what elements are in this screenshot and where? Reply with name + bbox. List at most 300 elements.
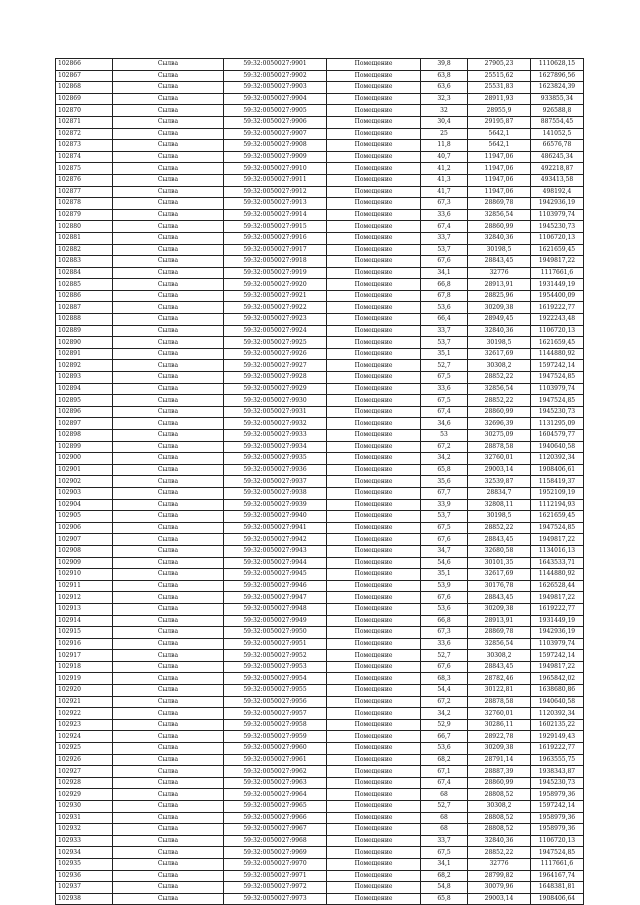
cadastral-price-per-unit-cell: 32856,54 — [468, 638, 531, 650]
cadastral-number-cell: 59:32:0050027:9937 — [224, 476, 327, 488]
cadastral-number-cell: 59:32:0050027:9916 — [224, 232, 327, 244]
cadastral-price-per-unit-cell: 28791,14 — [468, 754, 531, 766]
table-row — [56, 314, 584, 326]
cadastral-price-per-unit-cell: 28782,46 — [468, 673, 531, 685]
row-number-cell: 102921 — [56, 696, 113, 708]
cadastral-value-cell: 1621659,45 — [531, 511, 584, 523]
row-number-cell: 102886 — [56, 290, 113, 302]
cadastral-price-per-unit-cell: 25515,62 — [468, 70, 531, 82]
row-number-cell: 102881 — [56, 232, 113, 244]
row-number-cell: 102873 — [56, 140, 113, 152]
cadastral-value-cell: 1942936,19 — [531, 627, 584, 639]
object-type-cell: Помещение — [327, 673, 421, 685]
object-type-cell: Помещение — [327, 824, 421, 836]
cadastral-value-cell: 1643533,71 — [531, 557, 584, 569]
row-number-cell: 102935 — [56, 858, 113, 870]
cadastral-price-per-unit-cell: 28869,78 — [468, 627, 531, 639]
cadastral-value-cell: 1947524,85 — [531, 372, 584, 384]
table-row — [56, 174, 584, 186]
cadastral-number-cell: 59:32:0050027:9950 — [224, 627, 327, 639]
table-row — [56, 128, 584, 140]
cadastral-value-cell: 1597242,14 — [531, 360, 584, 372]
table-row — [56, 476, 584, 488]
row-number-cell: 102912 — [56, 592, 113, 604]
cadastral-value-cell: 1602135,22 — [531, 719, 584, 731]
cadastral-value-cell: 1958979,36 — [531, 824, 584, 836]
cadastral-value-cell: 1648381,81 — [531, 882, 584, 894]
cadastral-number-cell: 59:32:0050027:9929 — [224, 383, 327, 395]
object-type-cell: Помещение — [327, 174, 421, 186]
cadastral-number-cell: 59:32:0050027:9949 — [224, 615, 327, 627]
locality-cell: Сылва — [113, 93, 224, 105]
cadastral-price-per-unit-cell: 28799,82 — [468, 870, 531, 882]
cadastral-price-per-unit-cell: 25531,83 — [468, 82, 531, 94]
table-row — [56, 858, 584, 870]
row-number-cell: 102918 — [56, 661, 113, 673]
locality-cell: Сылва — [113, 522, 224, 534]
locality-cell: Сылва — [113, 777, 224, 789]
object-type-cell: Помещение — [327, 441, 421, 453]
locality-cell: Сылва — [113, 731, 224, 743]
cadastral-number-cell: 59:32:0050027:9910 — [224, 163, 327, 175]
area-cell: 33,6 — [421, 383, 468, 395]
locality-cell: Сылва — [113, 418, 224, 430]
cadastral-value-cell: 1626528,44 — [531, 580, 584, 592]
cadastral-price-per-unit-cell: 28852,22 — [468, 847, 531, 859]
cadastral-value-cell: 1120392,34 — [531, 708, 584, 720]
row-number-cell: 102910 — [56, 569, 113, 581]
row-number-cell: 102888 — [56, 314, 113, 326]
object-type-cell: Помещение — [327, 140, 421, 152]
table-row — [56, 801, 584, 813]
row-number-cell: 102896 — [56, 406, 113, 418]
object-type-cell: Помещение — [327, 569, 421, 581]
row-number-cell: 102901 — [56, 464, 113, 476]
cadastral-number-cell: 59:32:0050027:9907 — [224, 128, 327, 140]
locality-cell: Сылва — [113, 186, 224, 198]
cadastral-number-cell: 59:32:0050027:9921 — [224, 290, 327, 302]
row-number-cell: 102887 — [56, 302, 113, 314]
cadastral-number-cell: 59:32:0050027:9971 — [224, 870, 327, 882]
cadastral-price-per-unit-cell: 28843,45 — [468, 256, 531, 268]
cadastral-number-cell: 59:32:0050027:9922 — [224, 302, 327, 314]
object-type-cell: Помещение — [327, 337, 421, 349]
locality-cell: Сылва — [113, 116, 224, 128]
cadastral-price-per-unit-cell: 30079,96 — [468, 882, 531, 894]
object-type-cell: Помещение — [327, 430, 421, 442]
table-row — [56, 696, 584, 708]
object-type-cell: Помещение — [327, 325, 421, 337]
locality-cell: Сылва — [113, 789, 224, 801]
cadastral-price-per-unit-cell: 5642,1 — [468, 128, 531, 140]
row-number-cell: 102924 — [56, 731, 113, 743]
cadastral-price-per-unit-cell: 29195,87 — [468, 116, 531, 128]
locality-cell: Сылва — [113, 487, 224, 499]
object-type-cell: Помещение — [327, 105, 421, 117]
table-row — [56, 209, 584, 221]
locality-cell: Сылва — [113, 719, 224, 731]
area-cell: 67,3 — [421, 627, 468, 639]
table-row — [56, 244, 584, 256]
row-number-cell: 102919 — [56, 673, 113, 685]
area-cell: 33,7 — [421, 835, 468, 847]
row-number-cell: 102877 — [56, 186, 113, 198]
area-cell: 54,8 — [421, 882, 468, 894]
cadastral-value-cell: 1947524,85 — [531, 522, 584, 534]
row-number-cell: 102930 — [56, 801, 113, 813]
table-row — [56, 522, 584, 534]
row-number-cell: 102925 — [56, 743, 113, 755]
area-cell: 66,4 — [421, 314, 468, 326]
locality-cell: Сылва — [113, 708, 224, 720]
object-type-cell: Помещение — [327, 151, 421, 163]
table-row — [56, 256, 584, 268]
table-row — [56, 198, 584, 210]
cadastral-price-per-unit-cell: 30286,11 — [468, 719, 531, 731]
locality-cell: Сылва — [113, 232, 224, 244]
cadastral-price-per-unit-cell: 28834,7 — [468, 487, 531, 499]
object-type-cell: Помещение — [327, 464, 421, 476]
table-row — [56, 708, 584, 720]
area-cell: 34,1 — [421, 858, 468, 870]
cadastral-value-cell: 1627896,56 — [531, 70, 584, 82]
cadastral-number-cell: 59:32:0050027:9946 — [224, 580, 327, 592]
cadastral-number-cell: 59:32:0050027:9924 — [224, 325, 327, 337]
row-number-cell: 102920 — [56, 685, 113, 697]
locality-cell: Сылва — [113, 812, 224, 824]
cadastral-value-cell: 1619222,77 — [531, 743, 584, 755]
locality-cell: Сылва — [113, 325, 224, 337]
table-row — [56, 661, 584, 673]
cadastral-price-per-unit-cell: 30308,2 — [468, 801, 531, 813]
locality-cell: Сылва — [113, 383, 224, 395]
locality-cell: Сылва — [113, 696, 224, 708]
area-cell: 54,4 — [421, 685, 468, 697]
locality-cell: Сылва — [113, 174, 224, 186]
cadastral-price-per-unit-cell: 32617,69 — [468, 569, 531, 581]
cadastral-number-cell: 59:32:0050027:9909 — [224, 151, 327, 163]
table-row — [56, 545, 584, 557]
cadastral-value-cell: 1597242,14 — [531, 650, 584, 662]
row-number-cell: 102875 — [56, 163, 113, 175]
cadastral-value-cell: 1947524,85 — [531, 847, 584, 859]
row-number-cell: 102937 — [56, 882, 113, 894]
locality-cell: Сылва — [113, 534, 224, 546]
cadastral-price-per-unit-cell: 29003,14 — [468, 893, 531, 905]
locality-cell: Сылва — [113, 198, 224, 210]
area-cell: 33,6 — [421, 638, 468, 650]
cadastral-price-per-unit-cell: 28913,91 — [468, 279, 531, 291]
cadastral-value-cell: 141052,5 — [531, 128, 584, 140]
locality-cell: Сылва — [113, 430, 224, 442]
cadastral-value-cell: 1922243,48 — [531, 314, 584, 326]
locality-cell: Сылва — [113, 128, 224, 140]
cadastral-price-per-unit-cell: 32856,54 — [468, 383, 531, 395]
row-number-cell: 102905 — [56, 511, 113, 523]
cadastral-number-cell: 59:32:0050027:9951 — [224, 638, 327, 650]
cadastral-number-cell: 59:32:0050027:9925 — [224, 337, 327, 349]
area-cell: 33,9 — [421, 499, 468, 511]
cadastral-price-per-unit-cell: 32760,01 — [468, 453, 531, 465]
table-row — [56, 615, 584, 627]
cadastral-value-cell: 1945230,73 — [531, 221, 584, 233]
object-type-cell: Помещение — [327, 406, 421, 418]
cadastral-price-per-unit-cell: 30198,5 — [468, 244, 531, 256]
locality-cell: Сылва — [113, 766, 224, 778]
cadastral-value-cell: 1940640,58 — [531, 696, 584, 708]
cadastral-price-per-unit-cell: 30209,38 — [468, 743, 531, 755]
cadastral-number-cell: 59:32:0050027:9947 — [224, 592, 327, 604]
cadastral-number-cell: 59:32:0050027:9901 — [224, 59, 327, 71]
table-row — [56, 82, 584, 94]
row-number-cell: 102913 — [56, 603, 113, 615]
cadastral-value-cell: 1958979,36 — [531, 789, 584, 801]
cadastral-value-cell: 492218,87 — [531, 163, 584, 175]
object-type-cell: Помещение — [327, 511, 421, 523]
row-number-cell: 102883 — [56, 256, 113, 268]
row-number-cell: 102915 — [56, 627, 113, 639]
cadastral-price-per-unit-cell: 30209,38 — [468, 603, 531, 615]
object-type-cell: Помещение — [327, 128, 421, 140]
object-type-cell: Помещение — [327, 858, 421, 870]
cadastral-number-cell: 59:32:0050027:9903 — [224, 82, 327, 94]
cadastral-value-cell: 1965842,02 — [531, 673, 584, 685]
object-type-cell: Помещение — [327, 766, 421, 778]
row-number-cell: 102927 — [56, 766, 113, 778]
object-type-cell: Помещение — [327, 232, 421, 244]
object-type-cell: Помещение — [327, 812, 421, 824]
area-cell: 67,6 — [421, 592, 468, 604]
cadastral-value-cell: 1112194,93 — [531, 499, 584, 511]
area-cell: 53,7 — [421, 244, 468, 256]
area-cell: 66,8 — [421, 279, 468, 291]
locality-cell: Сылва — [113, 627, 224, 639]
table-row — [56, 441, 584, 453]
locality-cell: Сылва — [113, 82, 224, 94]
locality-cell: Сылва — [113, 406, 224, 418]
cadastral-number-cell: 59:32:0050027:9938 — [224, 487, 327, 499]
locality-cell: Сылва — [113, 580, 224, 592]
cadastral-price-per-unit-cell: 32856,54 — [468, 209, 531, 221]
table-row — [56, 395, 584, 407]
cadastral-price-per-unit-cell: 32776 — [468, 858, 531, 870]
cadastral-price-per-unit-cell: 32808,11 — [468, 499, 531, 511]
area-cell: 32,3 — [421, 93, 468, 105]
cadastral-price-per-unit-cell: 32760,01 — [468, 708, 531, 720]
row-number-cell: 102934 — [56, 847, 113, 859]
cadastral-number-cell: 59:32:0050027:9945 — [224, 569, 327, 581]
area-cell: 67,8 — [421, 290, 468, 302]
object-type-cell: Помещение — [327, 244, 421, 256]
cadastral-price-per-unit-cell: 11947,06 — [468, 186, 531, 198]
object-type-cell: Помещение — [327, 395, 421, 407]
object-type-cell: Помещение — [327, 870, 421, 882]
cadastral-number-cell: 59:32:0050027:9954 — [224, 673, 327, 685]
area-cell: 54,6 — [421, 557, 468, 569]
cadastral-price-per-unit-cell: 28843,45 — [468, 534, 531, 546]
cadastral-price-per-unit-cell: 32776 — [468, 267, 531, 279]
table-row — [56, 186, 584, 198]
cadastral-value-cell: 1949817,22 — [531, 592, 584, 604]
cadastral-number-cell: 59:32:0050027:9948 — [224, 603, 327, 615]
locality-cell: Сылва — [113, 395, 224, 407]
table-row — [56, 603, 584, 615]
locality-cell: Сылва — [113, 893, 224, 905]
cadastral-number-cell: 59:32:0050027:9970 — [224, 858, 327, 870]
cadastral-number-cell: 59:32:0050027:9911 — [224, 174, 327, 186]
table-body — [56, 59, 584, 905]
cadastral-price-per-unit-cell: 11947,06 — [468, 174, 531, 186]
cadastral-value-cell: 66576,78 — [531, 140, 584, 152]
area-cell: 32 — [421, 105, 468, 117]
area-cell: 53,6 — [421, 603, 468, 615]
locality-cell: Сылва — [113, 464, 224, 476]
cadastral-number-cell: 59:32:0050027:9904 — [224, 93, 327, 105]
locality-cell: Сылва — [113, 801, 224, 813]
cadastral-price-per-unit-cell: 28860,99 — [468, 221, 531, 233]
locality-cell: Сылва — [113, 314, 224, 326]
cadastral-value-cell: 1117661,6 — [531, 858, 584, 870]
object-type-cell: Помещение — [327, 638, 421, 650]
object-type-cell: Помещение — [327, 209, 421, 221]
row-number-cell: 102894 — [56, 383, 113, 395]
object-type-cell: Помещение — [327, 893, 421, 905]
object-type-cell: Помещение — [327, 847, 421, 859]
cadastral-number-cell: 59:32:0050027:9972 — [224, 882, 327, 894]
cadastral-value-cell: 1945230,73 — [531, 406, 584, 418]
locality-cell: Сылва — [113, 441, 224, 453]
cadastral-number-cell: 59:32:0050027:9931 — [224, 406, 327, 418]
table-row — [56, 487, 584, 499]
area-cell: 39,8 — [421, 59, 468, 71]
cadastral-price-per-unit-cell: 28808,52 — [468, 789, 531, 801]
table-row — [56, 232, 584, 244]
cadastral-price-per-unit-cell: 32539,87 — [468, 476, 531, 488]
area-cell: 68 — [421, 789, 468, 801]
area-cell: 40,7 — [421, 151, 468, 163]
object-type-cell: Помещение — [327, 348, 421, 360]
cadastral-price-per-unit-cell: 28955,9 — [468, 105, 531, 117]
table-row — [56, 731, 584, 743]
table-row — [56, 140, 584, 152]
cadastral-number-cell: 59:32:0050027:9919 — [224, 267, 327, 279]
row-number-cell: 102895 — [56, 395, 113, 407]
area-cell: 34,2 — [421, 708, 468, 720]
area-cell: 35,6 — [421, 476, 468, 488]
cadastral-value-cell: 1120392,34 — [531, 453, 584, 465]
locality-cell: Сылва — [113, 70, 224, 82]
object-type-cell: Помещение — [327, 186, 421, 198]
row-number-cell: 102879 — [56, 209, 113, 221]
object-type-cell: Помещение — [327, 777, 421, 789]
object-type-cell: Помещение — [327, 383, 421, 395]
row-number-cell: 102891 — [56, 348, 113, 360]
cadastral-number-cell: 59:32:0050027:9953 — [224, 661, 327, 673]
table-row — [56, 93, 584, 105]
area-cell: 35,1 — [421, 348, 468, 360]
cadastral-value-cell: 1619222,77 — [531, 302, 584, 314]
cadastral-price-per-unit-cell: 28808,52 — [468, 824, 531, 836]
table-row — [56, 302, 584, 314]
row-number-cell: 102870 — [56, 105, 113, 117]
object-type-cell: Помещение — [327, 708, 421, 720]
cadastral-value-cell: 1949817,22 — [531, 661, 584, 673]
cadastral-value-cell: 887554,45 — [531, 116, 584, 128]
table-row — [56, 673, 584, 685]
table-row — [56, 221, 584, 233]
cadastral-value-cell: 1963555,75 — [531, 754, 584, 766]
cadastral-number-cell: 59:32:0050027:9961 — [224, 754, 327, 766]
area-cell: 63,8 — [421, 70, 468, 82]
cadastral-number-cell: 59:32:0050027:9902 — [224, 70, 327, 82]
cadastral-value-cell: 1131295,09 — [531, 418, 584, 430]
locality-cell: Сылва — [113, 661, 224, 673]
cadastral-number-cell: 59:32:0050027:9926 — [224, 348, 327, 360]
area-cell: 41,7 — [421, 186, 468, 198]
cadastral-price-per-unit-cell: 28913,91 — [468, 615, 531, 627]
locality-cell: Сылва — [113, 279, 224, 291]
table-row — [56, 511, 584, 523]
locality-cell: Сылва — [113, 360, 224, 372]
object-type-cell: Помещение — [327, 256, 421, 268]
locality-cell: Сылва — [113, 140, 224, 152]
row-number-cell: 102878 — [56, 198, 113, 210]
cadastral-number-cell: 59:32:0050027:9927 — [224, 360, 327, 372]
cadastral-price-per-unit-cell: 30198,5 — [468, 337, 531, 349]
cadastral-value-cell: 486245,34 — [531, 151, 584, 163]
cadastral-number-cell: 59:32:0050027:9967 — [224, 824, 327, 836]
cadastral-value-cell: 1604579,77 — [531, 430, 584, 442]
area-cell: 34,2 — [421, 453, 468, 465]
object-type-cell: Помещение — [327, 59, 421, 71]
cadastral-value-cell: 1621659,45 — [531, 244, 584, 256]
cadastral-number-cell: 59:32:0050027:9942 — [224, 534, 327, 546]
cadastral-number-cell: 59:32:0050027:9932 — [224, 418, 327, 430]
locality-cell: Сылва — [113, 221, 224, 233]
cadastral-number-cell: 59:32:0050027:9960 — [224, 743, 327, 755]
object-type-cell: Помещение — [327, 557, 421, 569]
cadastral-price-per-unit-cell: 30275,09 — [468, 430, 531, 442]
cadastral-value-cell: 1623824,39 — [531, 82, 584, 94]
area-cell: 67,2 — [421, 441, 468, 453]
object-type-cell: Помещение — [327, 267, 421, 279]
cadastral-value-cell: 1110628,15 — [531, 59, 584, 71]
table-row — [56, 163, 584, 175]
locality-cell: Сылва — [113, 673, 224, 685]
cadastral-number-cell: 59:32:0050027:9955 — [224, 685, 327, 697]
area-cell: 67,6 — [421, 256, 468, 268]
object-type-cell: Помещение — [327, 545, 421, 557]
object-type-cell: Помещение — [327, 116, 421, 128]
area-cell: 25 — [421, 128, 468, 140]
row-number-cell: 102900 — [56, 453, 113, 465]
cadastral-value-cell: 1117661,6 — [531, 267, 584, 279]
row-number-cell: 102899 — [56, 441, 113, 453]
cadastral-value-cell: 1908406,61 — [531, 464, 584, 476]
area-cell: 68,2 — [421, 754, 468, 766]
cadastral-number-cell: 59:32:0050027:9914 — [224, 209, 327, 221]
row-number-cell: 102928 — [56, 777, 113, 789]
table-row — [56, 534, 584, 546]
cadastral-price-per-unit-cell: 28860,99 — [468, 777, 531, 789]
cadastral-price-per-unit-cell: 28922,78 — [468, 731, 531, 743]
row-number-cell: 102893 — [56, 372, 113, 384]
row-number-cell: 102911 — [56, 580, 113, 592]
cadastral-value-cell: 1938343,87 — [531, 766, 584, 778]
locality-cell: Сылва — [113, 511, 224, 523]
area-cell: 66,7 — [421, 731, 468, 743]
area-cell: 67,5 — [421, 522, 468, 534]
